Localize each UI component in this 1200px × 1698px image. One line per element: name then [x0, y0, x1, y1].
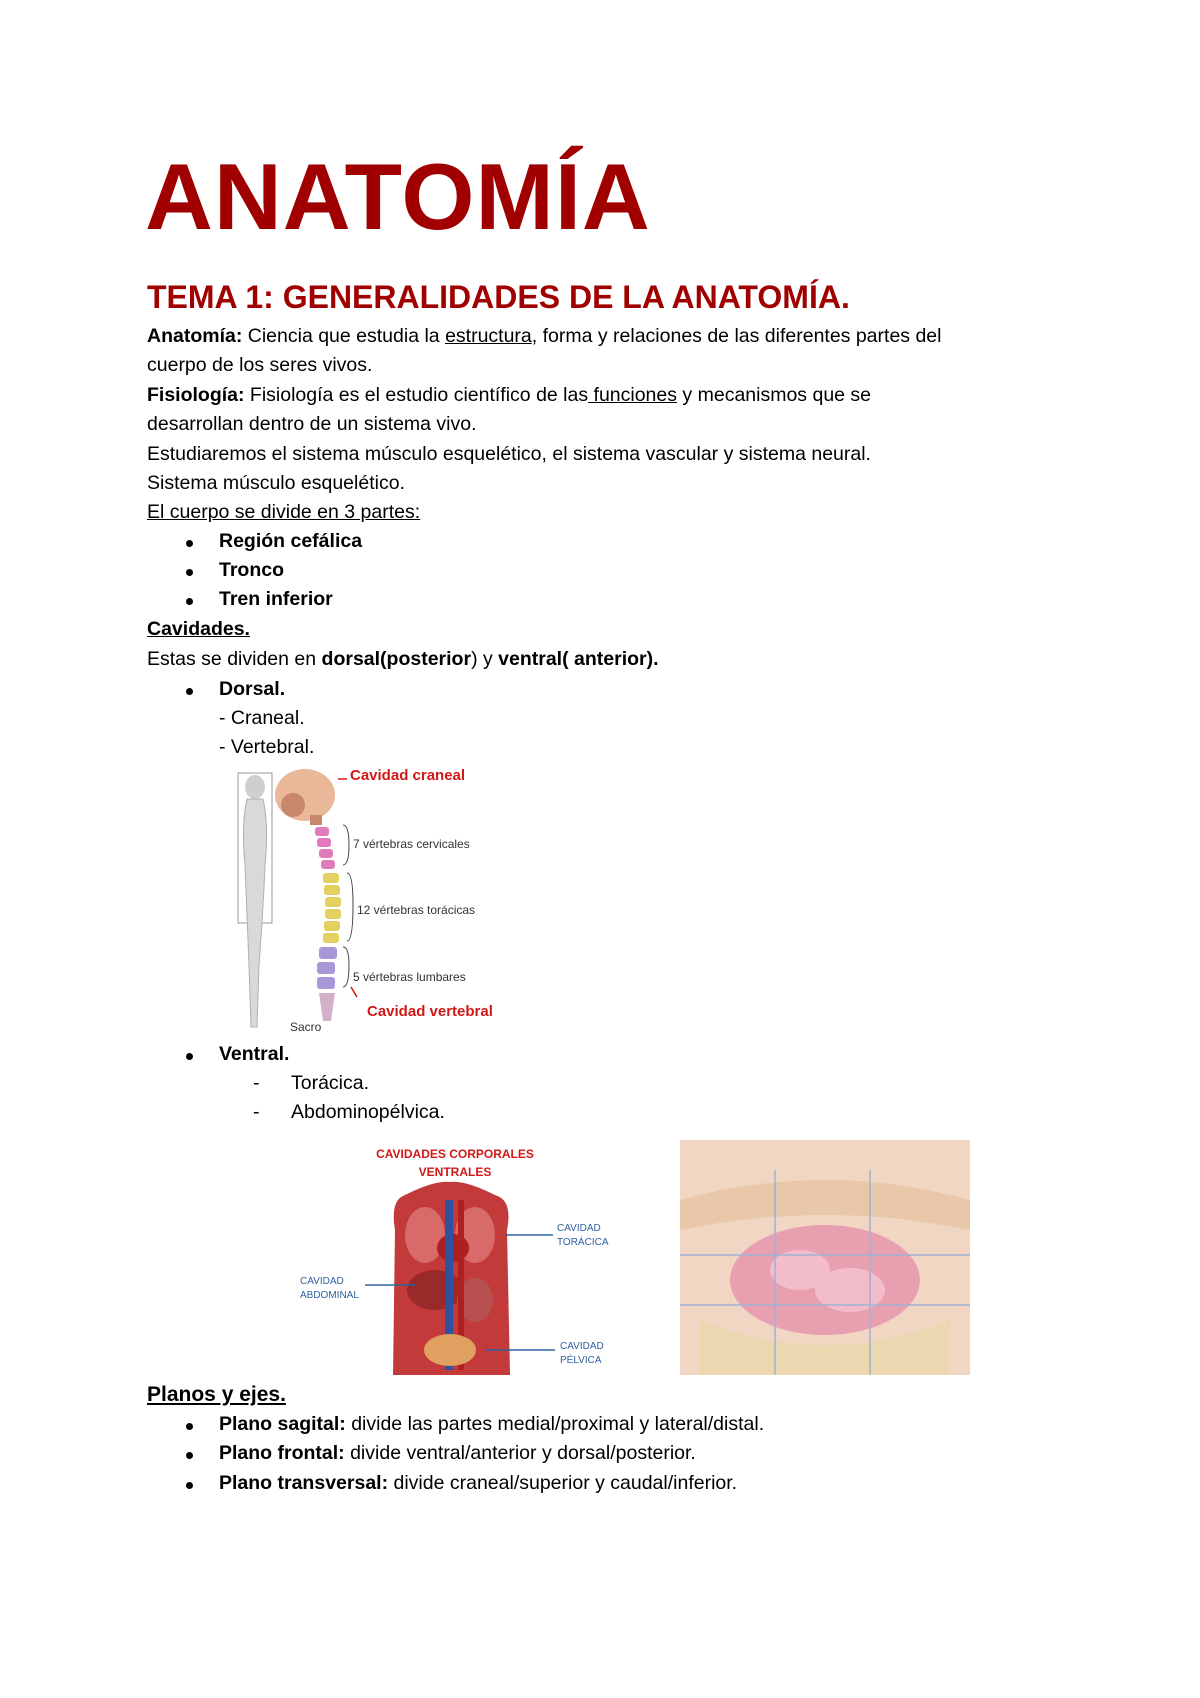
list-item [219, 1410, 764, 1439]
sistema-text: Sistema músculo esquelético. [147, 472, 405, 494]
dorsal-label: Dorsal. [219, 678, 286, 700]
fisiologia-text: Fisiología es el estudio científico de las [244, 384, 589, 406]
cavidades-intro [147, 645, 659, 674]
ventral-item: Abdominopélvica. [291, 1101, 445, 1123]
anatomia-text: Ciencia que estudia la [242, 325, 446, 347]
label-cavidad-toracica [557, 1222, 609, 1250]
ventral-figure-title-1: CAVIDADES CORPORALES [376, 1147, 534, 1161]
ventral-label: Ventral. [219, 1043, 290, 1065]
fisiologia-text-cont: y mecanismos que se [677, 384, 872, 406]
label-abdominal-2: ABDOMINAL [300, 1290, 359, 1301]
fisiologia-line-1 [147, 381, 1097, 410]
bullet-icon [186, 1482, 193, 1489]
label-cavidad-craneal: Cavidad craneal [350, 767, 466, 784]
dorsal-cavity-figure [235, 765, 535, 1035]
intro-mid: ) y [471, 648, 499, 670]
fisiologia-line-2: desarrollan dentro de un sistema vivo. [147, 413, 477, 435]
ventral-cavity-figure [295, 1140, 620, 1375]
dorsal-term: dorsal(posterior [321, 648, 472, 670]
label-cervicales: 7 vértebras cervicales [353, 837, 470, 851]
label-sacro: Sacro [290, 1020, 322, 1034]
ventral-figure-title [355, 1145, 555, 1181]
bullet-icon [186, 1423, 193, 1430]
intro-text: Estas se dividen en [147, 648, 322, 670]
label-lumbares: 5 vértebras lumbares [353, 970, 466, 984]
bullet-icon [186, 569, 193, 576]
planos-heading: Planos y ejes. [147, 1383, 286, 1406]
funciones-link[interactable]: funciones [588, 384, 678, 406]
section-title: TEMA 1: GENERALIDADES DE LA ANATOMÍA. [147, 279, 850, 315]
list-item [219, 1469, 737, 1498]
anatomia-definition [147, 322, 1097, 380]
plano-desc: divide craneal/superior y caudal/inferior. [388, 1472, 738, 1494]
plano-desc: divide las partes medial/proximal y lateral/distal. [345, 1413, 765, 1435]
dorsal-item: - Craneal. [219, 707, 305, 729]
cuerpo-heading: El cuerpo se divide en 3 partes: [147, 501, 421, 523]
list-item: Tronco [219, 559, 285, 581]
label-pelvica-2: PÉLVICA [560, 1355, 602, 1366]
list-item: Tren inferior [219, 588, 333, 610]
estructura-link[interactable]: estructura [445, 325, 532, 347]
bullet-icon [186, 540, 193, 547]
fisiologia-term: Fisiología: [147, 384, 245, 406]
abdominal-regions-figure [680, 1140, 970, 1375]
bullet-icon [186, 598, 193, 605]
plano-desc: divide ventral/anterior y dorsal/posterior. [344, 1442, 696, 1464]
page-title: ANATOMÍA [145, 144, 651, 249]
list-item [219, 1439, 696, 1468]
list-item: Región cefálica [219, 530, 363, 552]
anatomia-text-cont: , forma y relaciones de las diferentes partes del [531, 325, 942, 347]
ventral-item: Torácica. [291, 1072, 370, 1094]
dorsal-item: - Vertebral. [219, 736, 315, 758]
ventral-dash: - [253, 1101, 260, 1123]
ventral-dash: - [253, 1072, 260, 1094]
ventral-term: ventral( anterior). [498, 648, 659, 670]
bullet-icon [186, 688, 193, 695]
fisiologia-definition [147, 381, 1097, 439]
ventral-figure-title-2: VENTRALES [418, 1165, 492, 1179]
label-abdominal-1: CAVIDAD [300, 1276, 344, 1287]
label-cavidad-abdominal [300, 1275, 359, 1303]
label-toracica-2: TORÁCICA [557, 1237, 609, 1248]
label-toracica-1: CAVIDAD [557, 1223, 601, 1234]
estudiaremos-text: Estudiaremos el sistema músculo esquelético, el sistema vascular y sistema neural. [147, 443, 871, 465]
abdominal-regions-illustration [680, 1140, 970, 1375]
label-cavidad-pelvica [560, 1340, 604, 1368]
spine-illustration [235, 765, 535, 1035]
label-toracicas: 12 vértebras torácicas [357, 903, 476, 917]
cavidades-heading: Cavidades. [147, 618, 250, 640]
anatomia-line-2: cuerpo de los seres vivos. [147, 354, 373, 376]
anatomia-term: Anatomía: [147, 325, 243, 347]
plano-term: Plano sagital: [219, 1413, 346, 1435]
bullet-icon [186, 1452, 193, 1459]
label-cavidad-vertebral: Cavidad vertebral [367, 1003, 493, 1020]
plano-term: Plano transversal: [219, 1472, 389, 1494]
label-pelvica-1: CAVIDAD [560, 1341, 604, 1352]
bullet-icon [186, 1053, 193, 1060]
plano-term: Plano frontal: [219, 1442, 345, 1464]
anatomia-line-1 [147, 322, 1097, 351]
